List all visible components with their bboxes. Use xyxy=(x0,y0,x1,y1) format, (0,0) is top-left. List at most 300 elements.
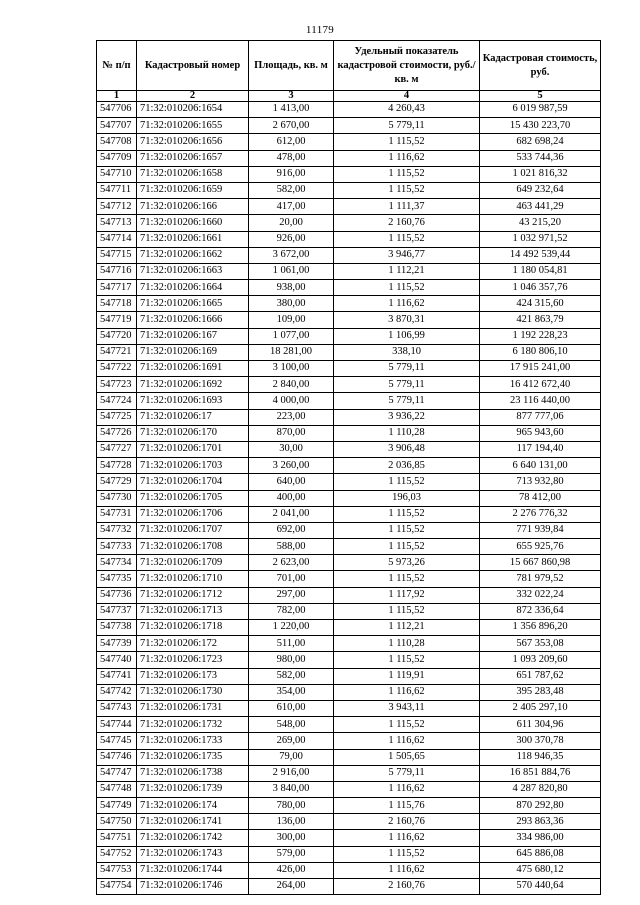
header-cadastral-number: Кадастровый номер xyxy=(137,41,249,91)
cadastral-number-cell: 71:32:010206:1713 xyxy=(137,603,249,619)
table-row xyxy=(97,830,601,846)
cadastral-number-cell: 71:32:010206:1738 xyxy=(137,765,249,781)
unit-value-cell: 1 115,52 xyxy=(334,166,480,182)
cadastral-number-cell: 71:32:010206:1656 xyxy=(137,134,249,150)
cadastral-value-cell: 870 292,80 xyxy=(480,798,601,814)
cadastral-number-cell: 71:32:010206:170 xyxy=(137,425,249,441)
cadastral-value-cell: 771 939,84 xyxy=(480,522,601,538)
unit-value-cell: 5 779,11 xyxy=(334,377,480,393)
area-cell: 511,00 xyxy=(249,636,334,652)
unit-value-cell: 1 116,62 xyxy=(334,862,480,878)
table-row xyxy=(97,636,601,652)
cadastral-value-cell: 682 698,24 xyxy=(480,134,601,150)
row-number-cell: 547709 xyxy=(97,150,137,166)
area-cell: 2 916,00 xyxy=(249,765,334,781)
area-cell: 1 061,00 xyxy=(249,263,334,279)
area-cell: 3 672,00 xyxy=(249,247,334,263)
cadastral-number-cell: 71:32:010206:1741 xyxy=(137,814,249,830)
row-number-cell: 547711 xyxy=(97,182,137,198)
cadastral-number-cell: 71:32:010206:1743 xyxy=(137,846,249,862)
row-number-cell: 547738 xyxy=(97,620,137,636)
cadastral-number-cell: 71:32:010206:167 xyxy=(137,328,249,344)
unit-value-cell: 2 160,76 xyxy=(334,814,480,830)
cadastral-value-cell: 334 986,00 xyxy=(480,830,601,846)
area-cell: 548,00 xyxy=(249,717,334,733)
cadastral-value-cell: 611 304,96 xyxy=(480,717,601,733)
unit-value-cell: 3 936,22 xyxy=(334,409,480,425)
row-number-cell: 547740 xyxy=(97,652,137,668)
area-cell: 782,00 xyxy=(249,603,334,619)
unit-value-cell: 1 110,28 xyxy=(334,636,480,652)
row-number-cell: 547734 xyxy=(97,555,137,571)
area-cell: 20,00 xyxy=(249,215,334,231)
unit-value-cell: 1 115,52 xyxy=(334,134,480,150)
cadastral-number-cell: 71:32:010206:169 xyxy=(137,344,249,360)
unit-value-cell: 1 115,52 xyxy=(334,603,480,619)
cadastral-number-cell: 71:32:010206:1718 xyxy=(137,620,249,636)
cadastral-value-cell: 649 232,64 xyxy=(480,182,601,198)
unit-value-cell: 1 110,28 xyxy=(334,425,480,441)
unit-value-cell: 1 115,52 xyxy=(334,280,480,296)
cadastral-number-cell: 71:32:010206:1708 xyxy=(137,539,249,555)
table-row xyxy=(97,490,601,506)
row-number-cell: 547750 xyxy=(97,814,137,830)
area-cell: 426,00 xyxy=(249,862,334,878)
unit-value-cell: 3 870,31 xyxy=(334,312,480,328)
unit-value-cell: 5 973,26 xyxy=(334,555,480,571)
table-row xyxy=(97,603,601,619)
unit-value-cell: 1 115,52 xyxy=(334,506,480,522)
table-row xyxy=(97,879,601,895)
unit-value-cell: 1 116,62 xyxy=(334,830,480,846)
row-number-cell: 547727 xyxy=(97,441,137,457)
cadastral-value-cell: 475 680,12 xyxy=(480,862,601,878)
column-index: 1 xyxy=(97,91,137,102)
table-row xyxy=(97,215,601,231)
area-cell: 136,00 xyxy=(249,814,334,830)
area-cell: 640,00 xyxy=(249,474,334,490)
cadastral-number-cell: 71:32:010206:1744 xyxy=(137,862,249,878)
area-cell: 1 077,00 xyxy=(249,328,334,344)
column-index-row xyxy=(97,91,601,102)
cadastral-value-cell: 78 412,00 xyxy=(480,490,601,506)
cadastral-value-cell: 2 405 297,10 xyxy=(480,700,601,716)
table-row xyxy=(97,150,601,166)
cadastral-value-cell: 1 032 971,52 xyxy=(480,231,601,247)
cadastral-number-cell: 71:32:010206:1731 xyxy=(137,700,249,716)
cadastral-value-cell: 421 863,79 xyxy=(480,312,601,328)
area-cell: 2 670,00 xyxy=(249,118,334,134)
area-cell: 478,00 xyxy=(249,150,334,166)
table-row xyxy=(97,296,601,312)
area-cell: 870,00 xyxy=(249,425,334,441)
area-cell: 582,00 xyxy=(249,182,334,198)
unit-value-cell: 1 115,52 xyxy=(334,522,480,538)
row-number-cell: 547714 xyxy=(97,231,137,247)
table-row xyxy=(97,328,601,344)
table-row xyxy=(97,652,601,668)
cadastral-number-cell: 71:32:010206:1658 xyxy=(137,166,249,182)
cadastral-number-cell: 71:32:010206:1703 xyxy=(137,458,249,474)
row-number-cell: 547722 xyxy=(97,361,137,377)
table-row xyxy=(97,781,601,797)
area-cell: 916,00 xyxy=(249,166,334,182)
unit-value-cell: 1 112,21 xyxy=(334,620,480,636)
area-cell: 926,00 xyxy=(249,231,334,247)
unit-value-cell: 2 160,76 xyxy=(334,879,480,895)
row-number-cell: 547753 xyxy=(97,862,137,878)
area-cell: 612,00 xyxy=(249,134,334,150)
cadastral-number-cell: 71:32:010206:1655 xyxy=(137,118,249,134)
row-number-cell: 547733 xyxy=(97,539,137,555)
header-cadastral-value: Кадастровая стоимость, руб. xyxy=(480,41,601,91)
area-cell: 692,00 xyxy=(249,522,334,538)
row-number-cell: 547746 xyxy=(97,749,137,765)
row-number-cell: 547720 xyxy=(97,328,137,344)
cadastral-number-cell: 71:32:010206:1707 xyxy=(137,522,249,538)
table-row xyxy=(97,539,601,555)
row-number-cell: 547715 xyxy=(97,247,137,263)
cadastral-number-cell: 71:32:010206:166 xyxy=(137,199,249,215)
unit-value-cell: 3 943,11 xyxy=(334,700,480,716)
cadastral-value-cell: 533 744,36 xyxy=(480,150,601,166)
table-row xyxy=(97,425,601,441)
table-row xyxy=(97,118,601,134)
area-cell: 297,00 xyxy=(249,587,334,603)
unit-value-cell: 5 779,11 xyxy=(334,118,480,134)
row-number-cell: 547730 xyxy=(97,490,137,506)
page-number: 11179 xyxy=(305,24,335,36)
unit-value-cell: 1 115,52 xyxy=(334,717,480,733)
cadastral-value-cell: 570 440,64 xyxy=(480,879,601,895)
table-row xyxy=(97,247,601,263)
cadastral-number-cell: 71:32:010206:1704 xyxy=(137,474,249,490)
table-header-row xyxy=(97,41,601,91)
row-number-cell: 547712 xyxy=(97,199,137,215)
table-row xyxy=(97,441,601,457)
unit-value-cell: 1 115,52 xyxy=(334,846,480,862)
cadastral-value-cell: 1 021 816,32 xyxy=(480,166,601,182)
cadastral-value-cell: 118 946,35 xyxy=(480,749,601,765)
row-number-cell: 547751 xyxy=(97,830,137,846)
table-row xyxy=(97,798,601,814)
area-cell: 610,00 xyxy=(249,700,334,716)
row-number-cell: 547731 xyxy=(97,506,137,522)
table-row xyxy=(97,280,601,296)
cadastral-number-cell: 71:32:010206:1666 xyxy=(137,312,249,328)
unit-value-cell: 1 106,99 xyxy=(334,328,480,344)
cadastral-number-cell: 71:32:010206:17 xyxy=(137,409,249,425)
column-index: 4 xyxy=(334,91,480,102)
cadastral-number-cell: 71:32:010206:1739 xyxy=(137,781,249,797)
table-row xyxy=(97,458,601,474)
unit-value-cell: 2 036,85 xyxy=(334,458,480,474)
table-row xyxy=(97,700,601,716)
area-cell: 588,00 xyxy=(249,539,334,555)
cadastral-number-cell: 71:32:010206:1661 xyxy=(137,231,249,247)
row-number-cell: 547723 xyxy=(97,377,137,393)
cadastral-number-cell: 71:32:010206:1709 xyxy=(137,555,249,571)
row-number-cell: 547706 xyxy=(97,102,137,118)
row-number-cell: 547724 xyxy=(97,393,137,409)
row-number-cell: 547721 xyxy=(97,344,137,360)
table-row xyxy=(97,506,601,522)
cadastral-value-cell: 645 886,08 xyxy=(480,846,601,862)
unit-value-cell: 1 116,62 xyxy=(334,781,480,797)
area-cell: 938,00 xyxy=(249,280,334,296)
unit-value-cell: 1 117,92 xyxy=(334,587,480,603)
table-row xyxy=(97,555,601,571)
cadastral-value-cell: 1 180 054,81 xyxy=(480,263,601,279)
table-row xyxy=(97,231,601,247)
cadastral-number-cell: 71:32:010206:1693 xyxy=(137,393,249,409)
unit-value-cell: 4 260,43 xyxy=(334,102,480,118)
area-cell: 18 281,00 xyxy=(249,344,334,360)
cadastral-value-cell: 17 915 241,00 xyxy=(480,361,601,377)
cadastral-value-cell: 567 353,08 xyxy=(480,636,601,652)
row-number-cell: 547745 xyxy=(97,733,137,749)
area-cell: 582,00 xyxy=(249,668,334,684)
cadastral-value-cell: 877 777,06 xyxy=(480,409,601,425)
table-row xyxy=(97,474,601,490)
row-number-cell: 547741 xyxy=(97,668,137,684)
table-row xyxy=(97,749,601,765)
row-number-cell: 547743 xyxy=(97,700,137,716)
area-cell: 269,00 xyxy=(249,733,334,749)
area-cell: 300,00 xyxy=(249,830,334,846)
cadastral-value-cell: 424 315,60 xyxy=(480,296,601,312)
cadastral-value-table xyxy=(96,40,601,895)
table-row xyxy=(97,814,601,830)
row-number-cell: 547708 xyxy=(97,134,137,150)
area-cell: 417,00 xyxy=(249,199,334,215)
cadastral-number-cell: 71:32:010206:1710 xyxy=(137,571,249,587)
row-number-cell: 547737 xyxy=(97,603,137,619)
cadastral-number-cell: 71:32:010206:172 xyxy=(137,636,249,652)
cadastral-value-cell: 713 932,80 xyxy=(480,474,601,490)
table-row xyxy=(97,684,601,700)
cadastral-value-cell: 14 492 539,44 xyxy=(480,247,601,263)
area-cell: 701,00 xyxy=(249,571,334,587)
column-index: 3 xyxy=(249,91,334,102)
row-number-cell: 547728 xyxy=(97,458,137,474)
area-cell: 1 220,00 xyxy=(249,620,334,636)
area-cell: 223,00 xyxy=(249,409,334,425)
table-row xyxy=(97,733,601,749)
unit-value-cell: 1 115,52 xyxy=(334,182,480,198)
cadastral-number-cell: 71:32:010206:1730 xyxy=(137,684,249,700)
cadastral-number-cell: 71:32:010206:174 xyxy=(137,798,249,814)
table-row xyxy=(97,393,601,409)
cadastral-number-cell: 71:32:010206:1665 xyxy=(137,296,249,312)
row-number-cell: 547718 xyxy=(97,296,137,312)
cadastral-value-cell: 965 943,60 xyxy=(480,425,601,441)
cadastral-number-cell: 71:32:010206:1723 xyxy=(137,652,249,668)
row-number-cell: 547726 xyxy=(97,425,137,441)
table-row xyxy=(97,409,601,425)
cadastral-number-cell: 71:32:010206:1692 xyxy=(137,377,249,393)
unit-value-cell: 338,10 xyxy=(334,344,480,360)
cadastral-number-cell: 71:32:010206:1733 xyxy=(137,733,249,749)
row-number-cell: 547742 xyxy=(97,684,137,700)
area-cell: 980,00 xyxy=(249,652,334,668)
area-cell: 2 840,00 xyxy=(249,377,334,393)
header-row-number: № п/п xyxy=(97,41,137,91)
cadastral-value-cell: 655 925,76 xyxy=(480,539,601,555)
area-cell: 2 623,00 xyxy=(249,555,334,571)
row-number-cell: 547744 xyxy=(97,717,137,733)
cadastral-number-cell: 71:32:010206:1746 xyxy=(137,879,249,895)
unit-value-cell: 1 111,37 xyxy=(334,199,480,215)
cadastral-number-cell: 71:32:010206:1657 xyxy=(137,150,249,166)
area-cell: 3 840,00 xyxy=(249,781,334,797)
area-cell: 780,00 xyxy=(249,798,334,814)
row-number-cell: 547752 xyxy=(97,846,137,862)
cadastral-number-cell: 71:32:010206:1662 xyxy=(137,247,249,263)
cadastral-value-cell: 1 192 228,23 xyxy=(480,328,601,344)
unit-value-cell: 2 160,76 xyxy=(334,215,480,231)
cadastral-value-cell: 6 180 806,10 xyxy=(480,344,601,360)
table-row xyxy=(97,846,601,862)
cadastral-value-cell: 293 863,36 xyxy=(480,814,601,830)
row-number-cell: 547725 xyxy=(97,409,137,425)
table-row xyxy=(97,377,601,393)
table-row xyxy=(97,166,601,182)
table-row xyxy=(97,263,601,279)
row-number-cell: 547732 xyxy=(97,522,137,538)
table-row xyxy=(97,862,601,878)
cadastral-number-cell: 71:32:010206:1663 xyxy=(137,263,249,279)
cadastral-value-cell: 16 412 672,40 xyxy=(480,377,601,393)
cadastral-value-cell: 6 019 987,59 xyxy=(480,102,601,118)
unit-value-cell: 1 115,52 xyxy=(334,539,480,555)
unit-value-cell: 1 115,52 xyxy=(334,231,480,247)
area-cell: 79,00 xyxy=(249,749,334,765)
area-cell: 1 413,00 xyxy=(249,102,334,118)
table-row xyxy=(97,620,601,636)
unit-value-cell: 1 115,76 xyxy=(334,798,480,814)
unit-value-cell: 1 505,65 xyxy=(334,749,480,765)
cadastral-value-cell: 332 022,24 xyxy=(480,587,601,603)
unit-value-cell: 1 115,52 xyxy=(334,652,480,668)
row-number-cell: 547754 xyxy=(97,879,137,895)
row-number-cell: 547707 xyxy=(97,118,137,134)
unit-value-cell: 1 115,52 xyxy=(334,571,480,587)
unit-value-cell: 5 779,11 xyxy=(334,361,480,377)
cadastral-number-cell: 71:32:010206:1660 xyxy=(137,215,249,231)
row-number-cell: 547739 xyxy=(97,636,137,652)
cadastral-value-cell: 23 116 440,00 xyxy=(480,393,601,409)
table-body xyxy=(97,102,601,895)
cadastral-number-cell: 71:32:010206:1664 xyxy=(137,280,249,296)
unit-value-cell: 1 116,62 xyxy=(334,733,480,749)
cadastral-value-cell: 1 093 209,60 xyxy=(480,652,601,668)
area-cell: 4 000,00 xyxy=(249,393,334,409)
row-number-cell: 547713 xyxy=(97,215,137,231)
cadastral-value-cell: 781 979,52 xyxy=(480,571,601,587)
table-row xyxy=(97,199,601,215)
row-number-cell: 547710 xyxy=(97,166,137,182)
cadastral-value-cell: 463 441,29 xyxy=(480,199,601,215)
cadastral-value-cell: 4 287 820,80 xyxy=(480,781,601,797)
column-index: 2 xyxy=(137,91,249,102)
row-number-cell: 547748 xyxy=(97,781,137,797)
cadastral-number-cell: 71:32:010206:1659 xyxy=(137,182,249,198)
table-row xyxy=(97,344,601,360)
table-row xyxy=(97,312,601,328)
cadastral-number-cell: 71:32:010206:1701 xyxy=(137,441,249,457)
unit-value-cell: 5 779,11 xyxy=(334,765,480,781)
table-row xyxy=(97,571,601,587)
area-cell: 2 041,00 xyxy=(249,506,334,522)
area-cell: 109,00 xyxy=(249,312,334,328)
unit-value-cell: 1 116,62 xyxy=(334,296,480,312)
area-cell: 30,00 xyxy=(249,441,334,457)
unit-value-cell: 1 115,52 xyxy=(334,474,480,490)
unit-value-cell: 1 116,62 xyxy=(334,684,480,700)
row-number-cell: 547717 xyxy=(97,280,137,296)
cadastral-value-cell: 15 430 223,70 xyxy=(480,118,601,134)
table-row xyxy=(97,134,601,150)
area-cell: 264,00 xyxy=(249,879,334,895)
row-number-cell: 547729 xyxy=(97,474,137,490)
unit-value-cell: 3 906,48 xyxy=(334,441,480,457)
unit-value-cell: 196,03 xyxy=(334,490,480,506)
row-number-cell: 547736 xyxy=(97,587,137,603)
area-cell: 400,00 xyxy=(249,490,334,506)
cadastral-value-cell: 651 787,62 xyxy=(480,668,601,684)
cadastral-value-cell: 2 276 776,32 xyxy=(480,506,601,522)
header-unit-value: Удельный показатель кадастровой стоимости, руб./кв. м xyxy=(334,41,480,91)
table-row xyxy=(97,717,601,733)
cadastral-number-cell: 71:32:010206:1742 xyxy=(137,830,249,846)
cadastral-value-cell: 1 356 896,20 xyxy=(480,620,601,636)
cadastral-number-cell: 71:32:010206:1706 xyxy=(137,506,249,522)
cadastral-value-cell: 15 667 860,98 xyxy=(480,555,601,571)
row-number-cell: 547735 xyxy=(97,571,137,587)
cadastral-value-cell: 43 215,20 xyxy=(480,215,601,231)
cadastral-value-cell: 872 336,64 xyxy=(480,603,601,619)
row-number-cell: 547719 xyxy=(97,312,137,328)
cadastral-number-cell: 71:32:010206:1712 xyxy=(137,587,249,603)
cadastral-number-cell: 71:32:010206:173 xyxy=(137,668,249,684)
cadastral-value-cell: 1 046 357,76 xyxy=(480,280,601,296)
area-cell: 3 100,00 xyxy=(249,361,334,377)
area-cell: 380,00 xyxy=(249,296,334,312)
unit-value-cell: 1 112,21 xyxy=(334,263,480,279)
header-area: Площадь, кв. м xyxy=(249,41,334,91)
table-row xyxy=(97,668,601,684)
cadastral-value-cell: 117 194,40 xyxy=(480,441,601,457)
cadastral-number-cell: 71:32:010206:1691 xyxy=(137,361,249,377)
table-row xyxy=(97,522,601,538)
row-number-cell: 547749 xyxy=(97,798,137,814)
unit-value-cell: 1 119,91 xyxy=(334,668,480,684)
table-row xyxy=(97,182,601,198)
table-row xyxy=(97,765,601,781)
table-row xyxy=(97,102,601,118)
cadastral-number-cell: 71:32:010206:1654 xyxy=(137,102,249,118)
cadastral-number-cell: 71:32:010206:1735 xyxy=(137,749,249,765)
row-number-cell: 547747 xyxy=(97,765,137,781)
table-row xyxy=(97,587,601,603)
cadastral-value-cell: 395 283,48 xyxy=(480,684,601,700)
row-number-cell: 547716 xyxy=(97,263,137,279)
cadastral-value-cell: 300 370,78 xyxy=(480,733,601,749)
unit-value-cell: 3 946,77 xyxy=(334,247,480,263)
cadastral-number-cell: 71:32:010206:1732 xyxy=(137,717,249,733)
table-row xyxy=(97,361,601,377)
